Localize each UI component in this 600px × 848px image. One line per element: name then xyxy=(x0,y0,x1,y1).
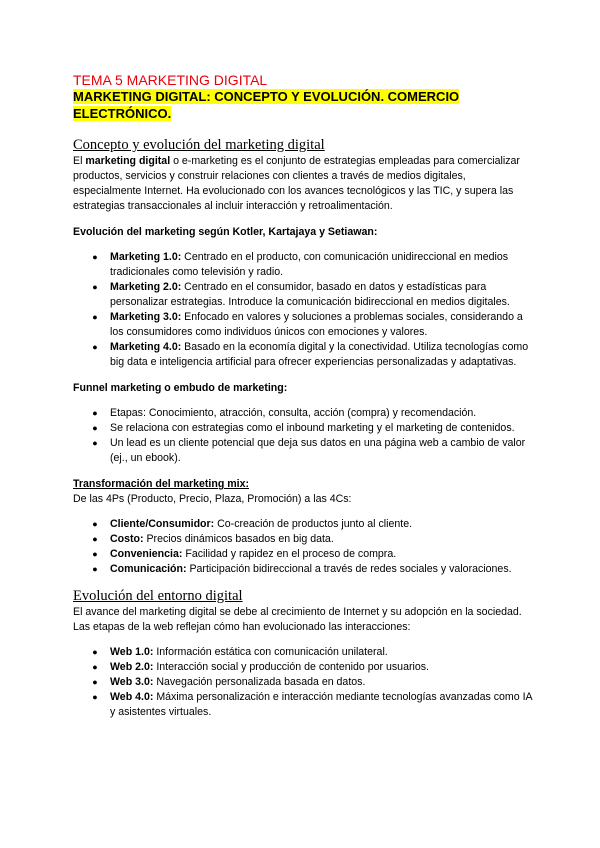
item-text: Un lead es un cliente potencial que deja sus datos en una página web a cambio de valor (ej., un ebook). xyxy=(110,437,526,464)
item-term: Comunicación: xyxy=(110,563,187,575)
item-text: Co-creación de productos junto al cliente. xyxy=(214,518,413,530)
item-text: Etapas: Conocimiento, atracción, consulta, acción (compra) y recomendación. xyxy=(110,407,477,419)
list-item xyxy=(90,690,533,720)
list-item xyxy=(90,532,533,547)
item-text: Se relaciona con estrategias como el inbound marketing y el marketing de contenidos. xyxy=(110,422,515,434)
list-item xyxy=(90,310,533,340)
bullet-icon: ● xyxy=(92,662,98,672)
list-item xyxy=(90,562,533,577)
item-term: Marketing 2.0: xyxy=(110,281,182,293)
bullet-icon: ● xyxy=(92,252,98,262)
bullet-icon: ● xyxy=(92,564,98,574)
bullet-icon: ● xyxy=(92,342,98,352)
concept-paragraph xyxy=(73,154,533,214)
item-text: Centrado en el consumidor, basado en datos y estadísticas para personalizar estrategias. Introduce la comunicación bidireccional en medios digitales. xyxy=(110,281,510,308)
intro-text-rest: o e-marketing es el conjunto de estrategias empleadas para comercializar productos, servicios y construir relaciones con clientes a través de medios digitales, especialmente Internet. Ha evolucionado con los avances tecnológicos y las TIC, y supera las estrategias transaccionales al incluir interacción y retroalimentación. xyxy=(73,155,520,212)
item-text: Precios dinámicos basados en big data. xyxy=(143,533,334,545)
funnel-label: Funnel marketing o embudo de marketing: xyxy=(73,382,288,394)
item-term: Marketing 3.0: xyxy=(110,311,182,323)
bullet-icon: ● xyxy=(92,519,98,529)
item-term: Costo: xyxy=(110,533,144,545)
list-item xyxy=(90,340,533,370)
bullet-icon: ● xyxy=(92,408,98,418)
bullet-icon: ● xyxy=(92,438,98,448)
item-term: Web 2.0: xyxy=(110,661,154,673)
item-term: Web 3.0: xyxy=(110,676,154,688)
bullet-icon: ● xyxy=(92,647,98,657)
evolution-label: Evolución del marketing según Kotler, Kartajaya y Setiawan: xyxy=(73,226,378,238)
intro-text: El xyxy=(73,155,86,167)
bullet-icon: ● xyxy=(92,549,98,559)
item-text: Participación bidireccional a través de redes sociales y valoraciones. xyxy=(186,563,512,575)
bullet-icon: ● xyxy=(92,423,98,433)
list-item xyxy=(90,406,533,421)
subtitle-line-1: MARKETING DIGITAL: CONCEPTO Y EVOLUCIÓN. COMERCIO xyxy=(73,89,460,104)
item-text: Enfocado en valores y soluciones a problemas sociales, considerando a los consumidores como individuos únicos con emociones y valores. xyxy=(110,311,523,338)
item-term: Marketing 1.0: xyxy=(110,251,182,263)
mix-label: Transformación del marketing mix: xyxy=(73,478,250,490)
item-text: Facilidad y rapidez en el proceso de compra. xyxy=(182,548,397,560)
funnel-list xyxy=(73,406,533,466)
item-term: Cliente/Consumidor: xyxy=(110,518,215,530)
bullet-icon: ● xyxy=(92,677,98,687)
web-list xyxy=(73,645,533,720)
item-text: Máxima personalización e interacción mediante tecnologías avanzadas como IA y asistentes virtuales. xyxy=(110,691,533,718)
list-item xyxy=(90,517,533,532)
section-heading-concepto: Concepto y evolución del marketing digital xyxy=(73,137,325,153)
item-text: Basado en la economía digital y la conectividad. Utiliza tecnologías como big data e inteligencia artificial para ofrecer experiencias personalizadas y adaptativas. xyxy=(110,341,529,368)
list-item xyxy=(90,280,533,310)
intro-bold-term: marketing digital xyxy=(85,155,171,167)
list-item xyxy=(90,645,533,660)
entorno-paragraph: El avance del marketing digital se debe al crecimiento de Internet y su adopción en la sociedad. Las etapas de la web reflejan cómo han evolucionado las interacciones: xyxy=(73,606,522,633)
list-item xyxy=(90,250,533,280)
list-item xyxy=(90,421,533,436)
document-page xyxy=(73,72,533,720)
mix-list xyxy=(73,517,533,577)
item-term: Web 1.0: xyxy=(110,646,154,658)
item-term: Web 4.0: xyxy=(110,691,154,703)
bullet-icon: ● xyxy=(92,692,98,702)
list-item xyxy=(90,660,533,675)
item-term: Marketing 4.0: xyxy=(110,341,182,353)
evolution-list xyxy=(73,250,533,370)
subtitle-line-2: ELECTRÓNICO. xyxy=(73,106,172,121)
list-item xyxy=(90,436,533,466)
item-text: Interacción social y producción de contenido por usuarios. xyxy=(153,661,429,673)
item-text: Centrado en el producto, con comunicación unidireccional en medios tradicionales como televisión y radio. xyxy=(110,251,509,278)
bullet-icon: ● xyxy=(92,282,98,292)
mix-intro: De las 4Ps (Producto, Precio, Plaza, Promoción) a las 4Cs: xyxy=(73,493,352,505)
item-text: Navegación personalizada basada en datos. xyxy=(153,676,366,688)
item-text: Información estática con comunicación unilateral. xyxy=(153,646,388,658)
document-subtitle xyxy=(73,88,493,122)
list-item xyxy=(90,547,533,562)
section-heading-entorno: Evolución del entorno digital xyxy=(73,588,243,604)
document-title: TEMA 5 MARKETING DIGITAL xyxy=(73,72,268,88)
list-item xyxy=(90,675,533,690)
bullet-icon: ● xyxy=(92,312,98,322)
bullet-icon: ● xyxy=(92,534,98,544)
item-term: Conveniencia: xyxy=(110,548,183,560)
